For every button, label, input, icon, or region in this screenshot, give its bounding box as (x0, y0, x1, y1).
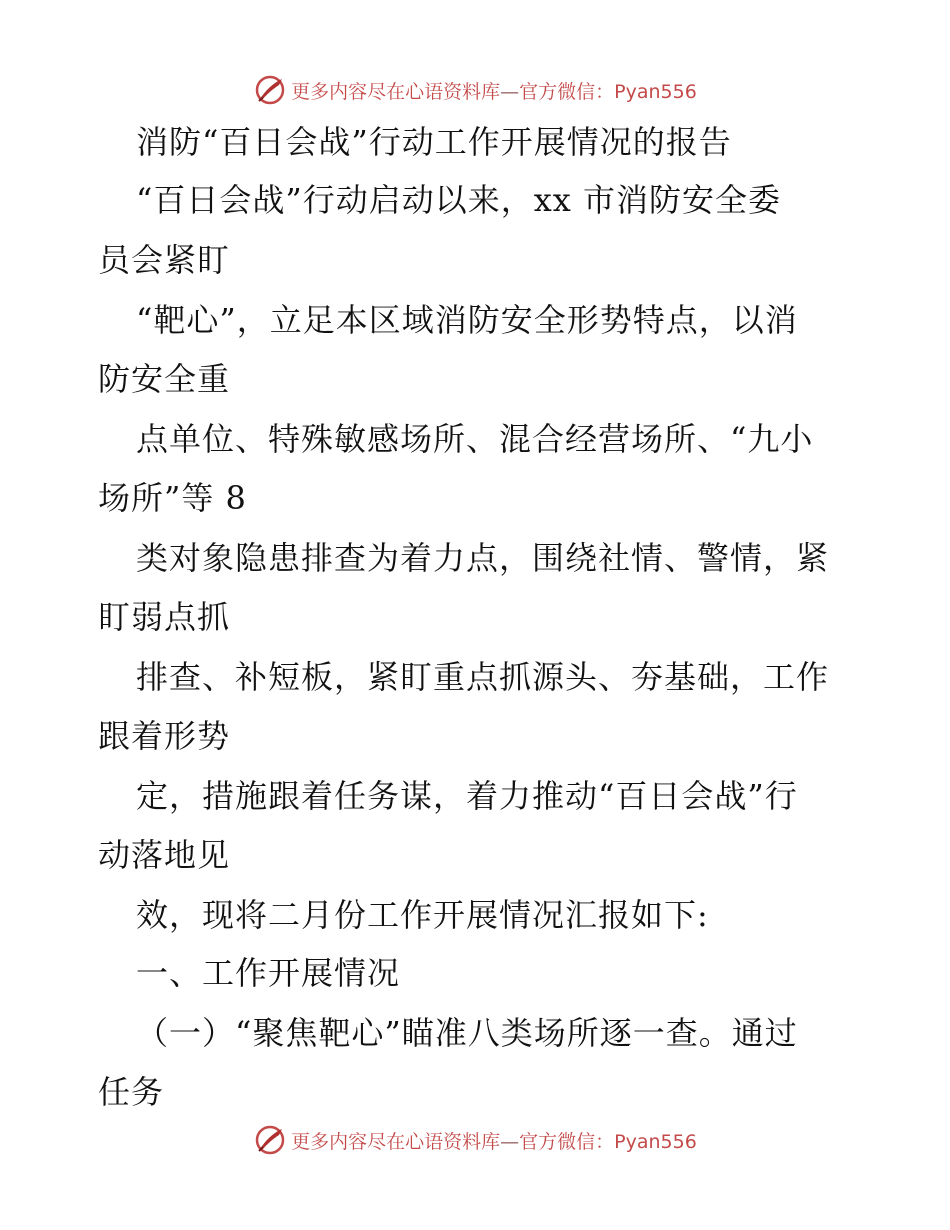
watermark-site: 更多内容尽在心语资料库 (291, 80, 501, 103)
watermark-wechat: 官方微信：Pyan556 (519, 1130, 697, 1153)
section-heading: 一、工作开展情况 (136, 954, 401, 992)
paragraph-line: 排查、补短板，紧盯重点抓源头、夯基础，工作 (136, 658, 830, 696)
paragraph-line: 效，现将二月份工作开展情况汇报如下: (136, 896, 709, 934)
watermark-separator: — (500, 80, 520, 103)
paragraph-line: 防安全重 (98, 360, 231, 398)
watermark-text (291, 1127, 697, 1154)
subsection-heading: （一）“聚焦靶心”瞄准八类场所逐一查。通过 (136, 1014, 798, 1052)
watermark-site: 更多内容尽在心语资料库 (291, 1130, 501, 1153)
paragraph-line: 点单位、特殊敏感场所、混合经营场所、“九小 (136, 420, 814, 458)
paragraph-line: 员会紧盯 (98, 241, 231, 279)
document-title: 消防“百日会战”行动工作开展情况的报告 (136, 123, 732, 161)
watermark-wechat: 官方微信：Pyan556 (519, 80, 697, 103)
paragraph-line: 任务 (98, 1073, 165, 1111)
paragraph-line: 动落地见 (98, 836, 231, 874)
pen-logo-icon (253, 1123, 287, 1157)
paragraph-line: “百日会战”行动启动以来，xx 市消防安全委 (136, 181, 781, 219)
paragraph-line: 盯弱点抓 (98, 598, 231, 636)
paragraph-line: 场所”等 8 (98, 479, 247, 517)
paragraph-line: 定，措施跟着任务谋，着力推动“百日会战”行 (136, 777, 798, 815)
watermark-separator: — (500, 1130, 520, 1153)
pen-logo-icon (253, 73, 287, 107)
header-watermark-banner (0, 70, 950, 110)
paragraph-line: 跟着形势 (98, 717, 231, 755)
footer-watermark-banner (0, 1120, 950, 1160)
watermark-text (291, 77, 697, 104)
paragraph-line: “靶心”，立足本区域消防安全形势特点，以消 (136, 301, 798, 339)
paragraph-line: 类对象隐患排查为着力点，围绕社情、警情，紧 (136, 539, 830, 577)
